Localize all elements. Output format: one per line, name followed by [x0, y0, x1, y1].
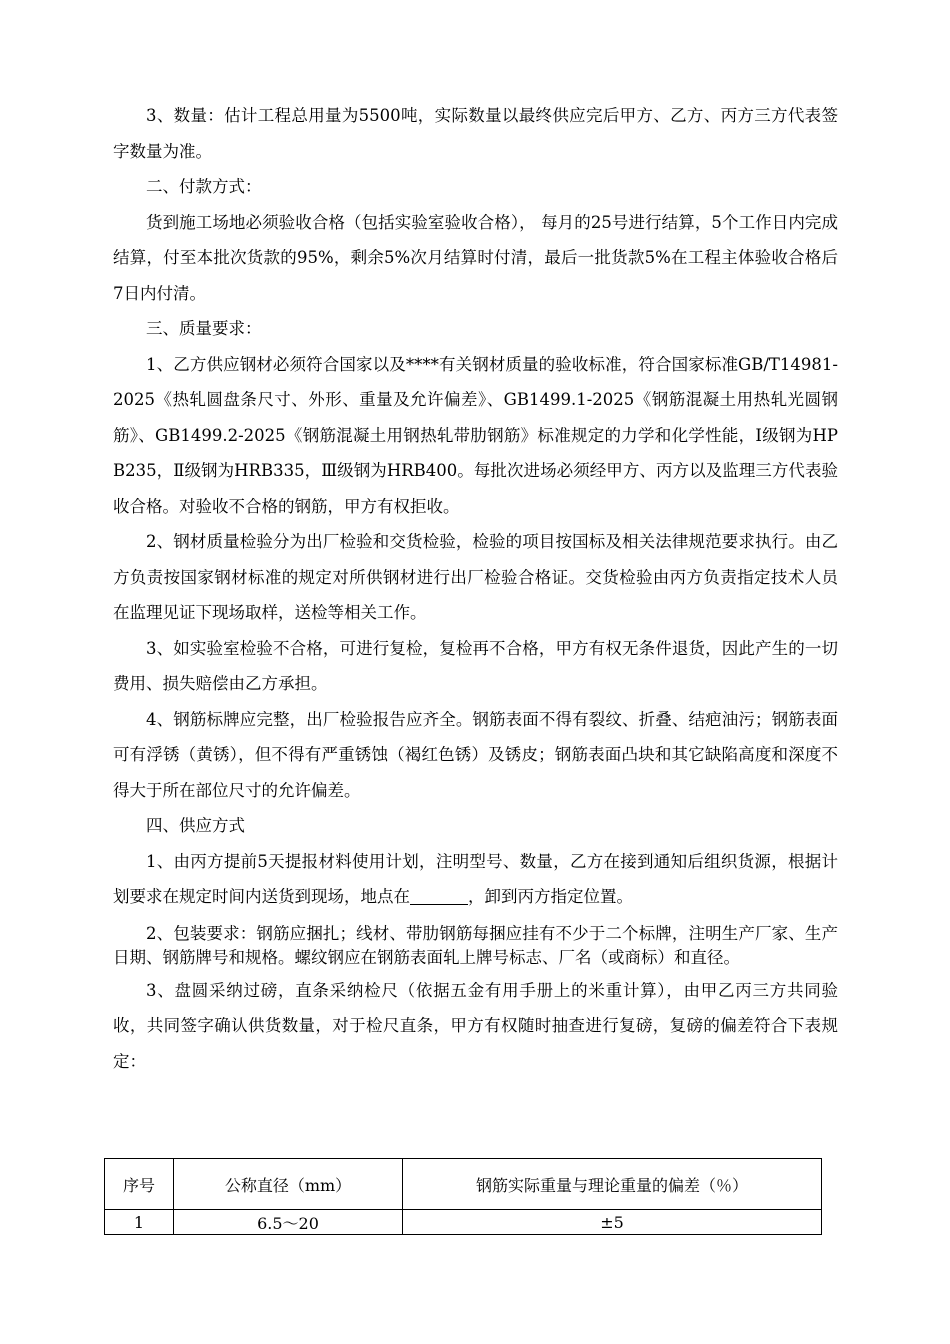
location-blank: [410, 886, 468, 905]
supply-clause-1: [113, 844, 838, 915]
cell-diameter: 6.5～20: [174, 1210, 403, 1235]
supply-clause-3: 3、盘圆采纳过磅，直条采纳检尺（依据五金有用手册上的米重计算），由甲乙丙三方共同验收，共同签字确认供货数量，对于检尺直条，甲方有权随时抽查进行复磅，复磅的偏差符合下表规定：: [113, 980, 838, 1071]
header-deviation: 钢筋实际重量与理论重量的偏差（％）: [403, 1159, 822, 1210]
table-header-row: [105, 1159, 822, 1210]
quality-clause-4: 4、钢筋标牌应完整，出厂检验报告应齐全。钢筋表面不得有裂纹、折叠、结疤油污；钢筋表面可有浮锈（黄锈），但不得有严重锈蚀（褐红色锈）及锈皮；钢筋表面凸块和其它缺陷高度和深度不得大于所在部位尺寸的允许偏差。: [113, 709, 838, 800]
table-row: [105, 1210, 822, 1235]
payment-clause: 货到施工场地必须验收合格（包括实验室验收合格）， 每月的25号进行结算，5个工作日内完成结算，付至本批次货款的95%，剩余5%次月结算时付清，最后一批货款5%在工程主体验收合格后7日内付清。: [113, 212, 838, 303]
header-diameter: 公称直径（mm）: [174, 1159, 403, 1210]
quantity-clause: 3、数量：估计工程总用量为5500吨，实际数量以最终供应完后甲方、乙方、丙方三方代表签字数量为准。: [113, 106, 838, 161]
supply-clause-1-tail: ，卸到丙方指定位置。: [468, 887, 633, 906]
quality-clause-1: 1、乙方供应钢材必须符合国家以及****有关钢材质量的验收标准，符合国家标准GB/T14981-2025《热轧圆盘条尺寸、外形、重量及允许偏差》、GB1499.1-2025《钢筋混凝土用热轧光圆钢筋》、GB1499.2-2025《钢筋混凝土用钢热轧带肋钢筋》标准规定的力学和化学性能，Ⅰ级钢为HPB235，Ⅱ级钢为HRB335，Ⅲ级钢为HRB400。每批次进场必须经甲方、丙方以及监理三方代表验收合格。对验收不合格的钢筋，甲方有权拒收。: [113, 354, 838, 516]
header-index: 序号: [105, 1159, 174, 1210]
supply-heading: 四、供应方式: [146, 816, 245, 835]
supply-clause-2: 2、包装要求：钢筋应捆扎；线材、带肋钢筋每捆应挂有不少于二个标牌，注明生产厂家、生产日期、钢筋牌号和规格。螺纹钢应在钢筋表面轧上牌号标志、厂名（或商标）和直径。: [113, 923, 838, 967]
quality-heading: 三、质量要求：: [146, 319, 262, 338]
weight-deviation-table: [104, 1158, 822, 1235]
document-body: [113, 98, 838, 1079]
payment-heading: 二、付款方式：: [146, 177, 262, 196]
quality-clause-3: 3、如实验室检验不合格，可进行复检，复检再不合格，甲方有权无条件退货，因此产生的一切费用、损失赔偿由乙方承担。: [113, 638, 838, 693]
supply-clause-1-text: 1、由丙方提前5天提报材料使用计划，注明型号、数量，乙方在接到通知后组织货源，根据计划要求在规定时间内送货到现场，地点在: [113, 851, 838, 906]
quality-clause-2: 2、钢材质量检验分为出厂检验和交货检验，检验的项目按国标及相关法律规范要求执行。由乙方负责按国家钢材标准的规定对所供钢材进行出厂检验合格证。交货检验由丙方负责指定技术人员在监理见证下现场取样，送检等相关工作。: [113, 532, 838, 622]
cell-deviation: ±5: [403, 1210, 822, 1235]
cell-index: 1: [105, 1210, 174, 1235]
